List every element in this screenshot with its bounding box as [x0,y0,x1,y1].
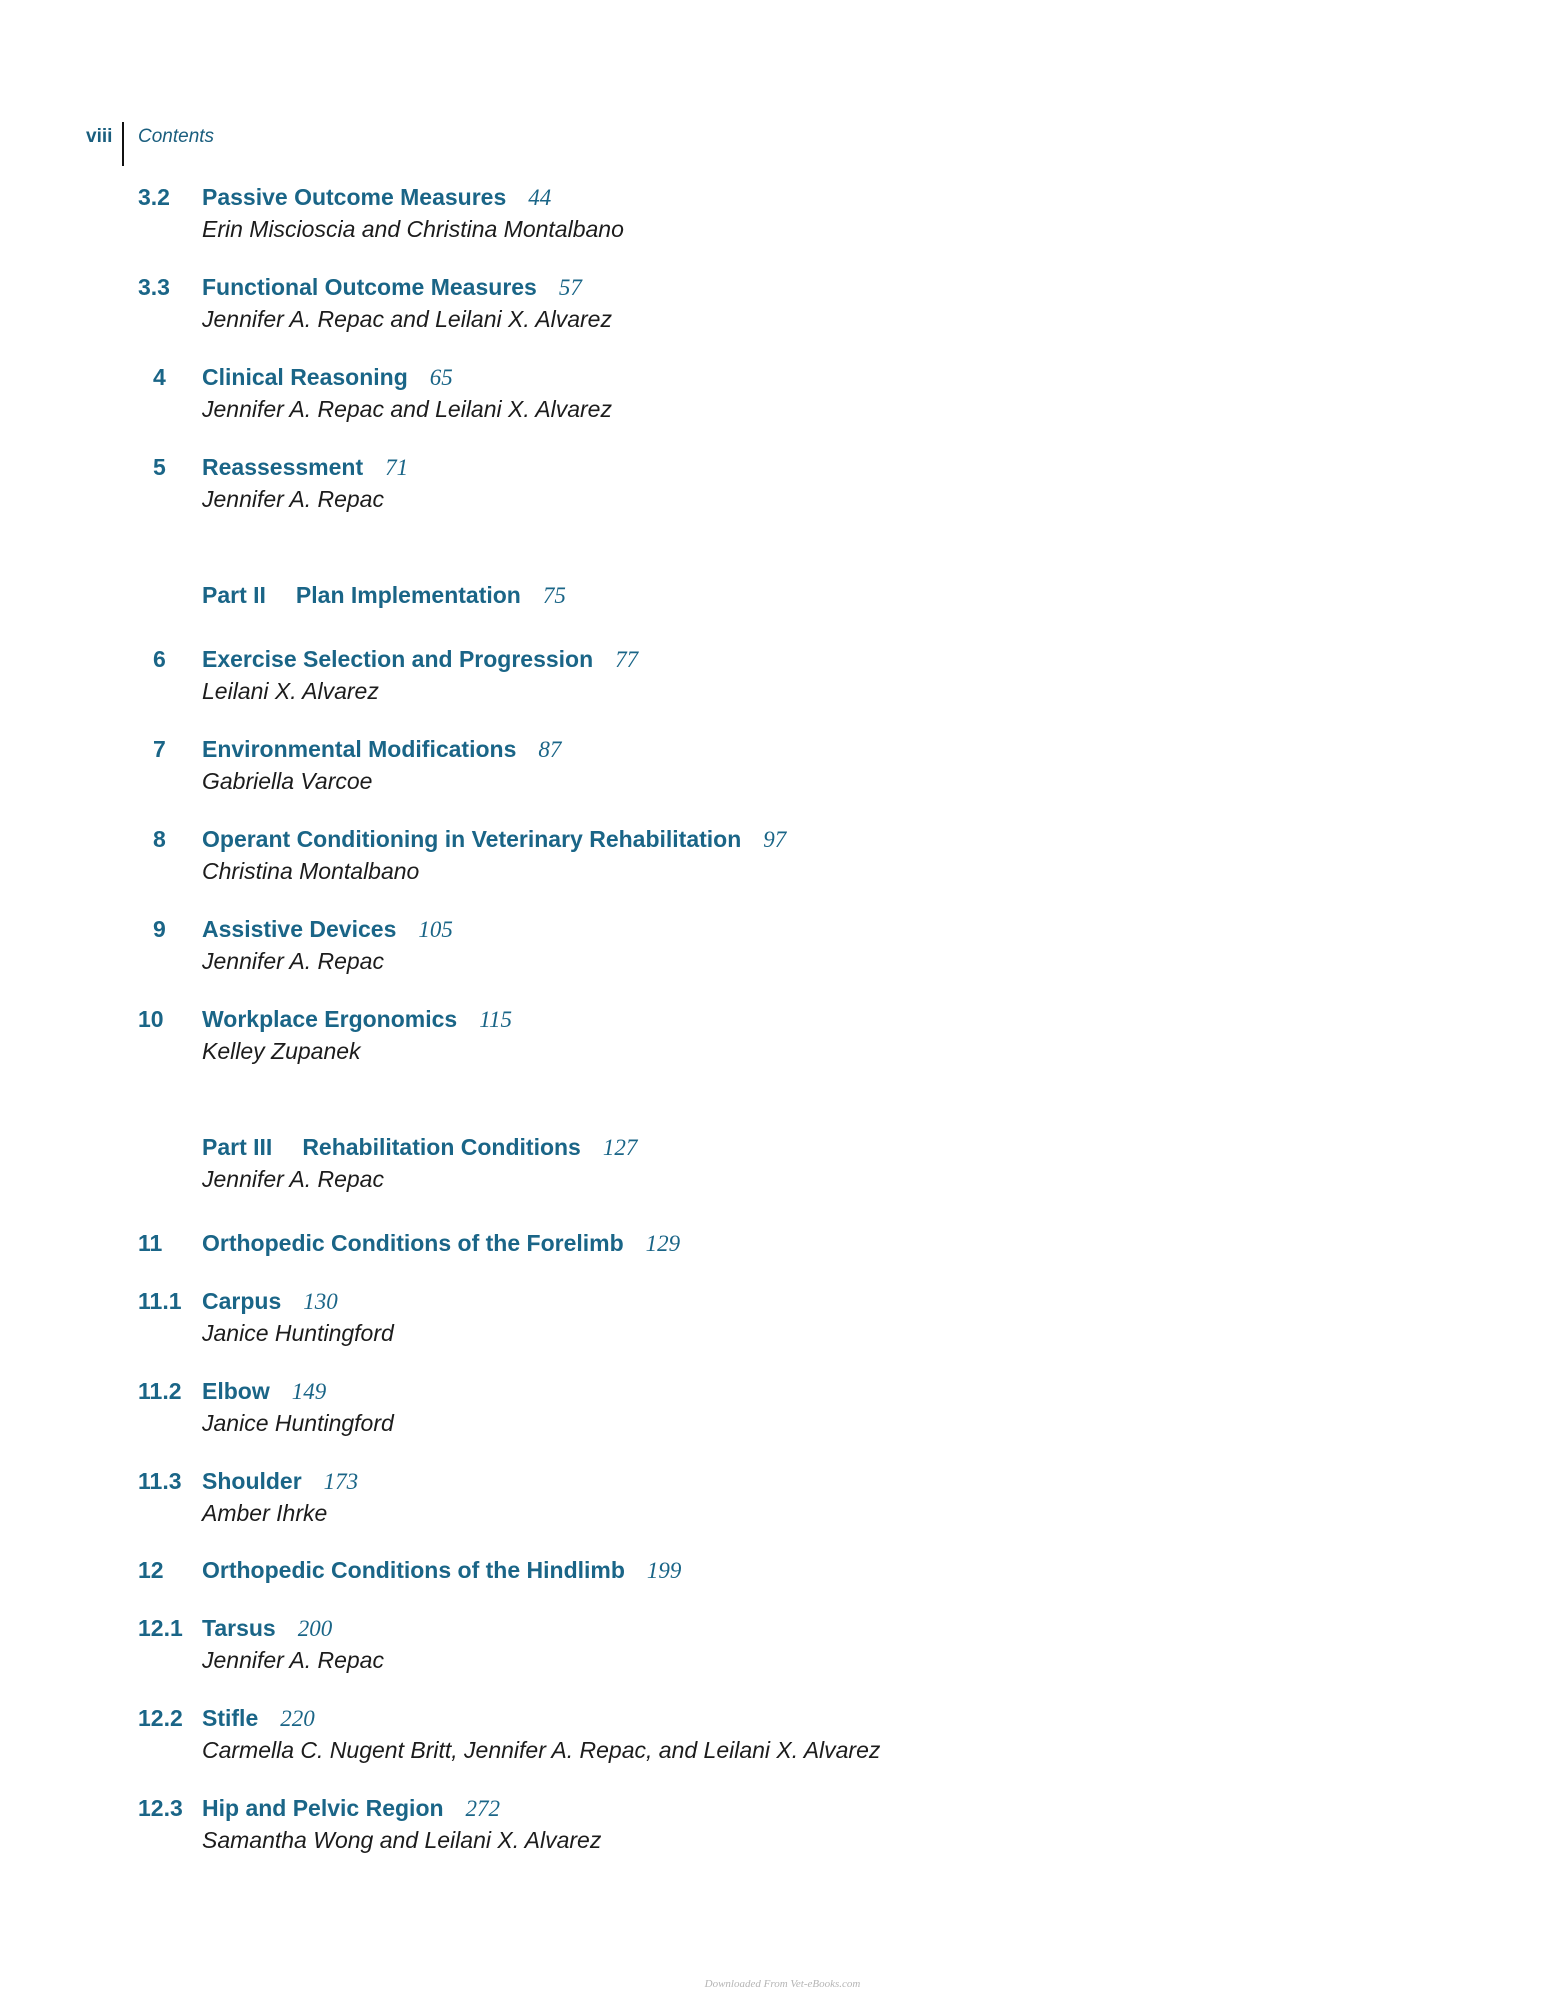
entry-number: 12.1 [138,1615,183,1641]
entry-page: 44 [528,185,552,210]
entry-title: Shoulder [202,1468,302,1494]
entry-page: 173 [323,1469,359,1494]
entry-page: 130 [303,1289,338,1314]
entry-number: 11.1 [138,1288,182,1314]
entry-number: 12.3 [138,1795,183,1821]
entry-author: Samantha Wong and Leilani X. Alvarez [202,1827,602,1853]
entry-page: 200 [297,1616,333,1641]
entry-page: 71 [385,455,409,480]
entry-number: 5 [153,454,166,480]
entry-title: Elbow [202,1378,270,1404]
entry-number: 3.2 [138,184,170,210]
entry-page: 149 [291,1379,327,1404]
entry-title: Hip and Pelvic Region [202,1795,444,1821]
entry-number: 4 [153,364,166,390]
part-label: Part III [202,1134,273,1160]
part-label: Part II [202,582,266,608]
entry-author: Erin Miscioscia and Christina Montalbano [202,216,624,242]
running-head: Contents [138,126,215,147]
download-watermark: Downloaded From Vet-eBooks.com [704,1978,861,1990]
entry-title: Carpus [202,1288,282,1314]
entry-author: Gabriella Varcoe [202,768,373,794]
entry-page: 115 [479,1007,512,1032]
entry-number: 3.3 [138,274,170,300]
page-number: viii [86,126,113,147]
entry-title: Orthopedic Conditions of the Forelimb [202,1230,624,1256]
part-title: Plan Implementation [295,582,521,608]
entry-number: 11.2 [138,1378,182,1404]
entry-number: 12.2 [138,1705,183,1731]
entry-title: Operant Conditioning in Veterinary Rehabilitation [202,826,742,852]
entry-author: Christina Montalbano [202,858,420,884]
entry-page: 105 [418,917,453,942]
entry-number: 10 [138,1006,164,1032]
entry-number: 8 [153,826,166,852]
entry-page: 220 [280,1706,315,1731]
entry-author: Leilani X. Alvarez [202,678,379,704]
entry-title: Tarsus [202,1615,276,1641]
entry-title: Assistive Devices [202,916,397,942]
entry-number: 6 [153,646,166,672]
entry-author: Janice Huntingford [202,1320,394,1346]
entry-number: 12 [138,1557,164,1583]
entry-author: Jennifer A. Repac [202,486,384,512]
entry-title: Clinical Reasoning [202,364,408,390]
entry-author: Amber Ihrke [202,1500,328,1526]
entry-title: Orthopedic Conditions of the Hindlimb [202,1557,625,1583]
entry-author: Jennifer A. Repac and Leilani X. Alvarez [202,306,612,332]
entry-author: Carmella C. Nugent Britt, Jennifer A. Repac, and Leilani X. Alvarez [202,1737,881,1763]
entry-title: Workplace Ergonomics [202,1006,458,1032]
header-divider [122,122,124,166]
part-title: Rehabilitation Conditions [302,1134,581,1160]
part-page: 75 [542,583,566,608]
entry-page: 272 [465,1796,501,1821]
entry-page: 199 [646,1558,682,1583]
part-author: Jennifer A. Repac [202,1166,384,1192]
entry-page: 97 [763,827,787,852]
entry-page: 87 [538,737,562,762]
entry-author: Janice Huntingford [202,1410,394,1436]
entry-author: Jennifer A. Repac [202,948,384,974]
entry-title: Exercise Selection and Progression [202,646,594,672]
entry-title: Reassessment [202,454,364,480]
entry-title: Passive Outcome Measures [202,184,507,210]
entry-page: 65 [429,365,453,390]
entry-title: Environmental Modifications [202,736,517,762]
entry-number: 11.3 [138,1468,182,1494]
entry-title: Functional Outcome Measures [202,274,537,300]
part-page: 127 [602,1135,638,1160]
entry-author: Jennifer A. Repac and Leilani X. Alvarez [202,396,612,422]
entry-number: 11 [138,1230,163,1256]
entry-author: Jennifer A. Repac [202,1647,384,1673]
entry-page: 57 [558,275,582,300]
entry-number: 7 [153,736,166,762]
entry-title: Stifle [202,1705,259,1731]
entry-page: 77 [615,647,639,672]
entry-page: 129 [645,1231,681,1256]
entry-number: 9 [153,916,166,942]
entry-author: Kelley Zupanek [202,1038,361,1064]
